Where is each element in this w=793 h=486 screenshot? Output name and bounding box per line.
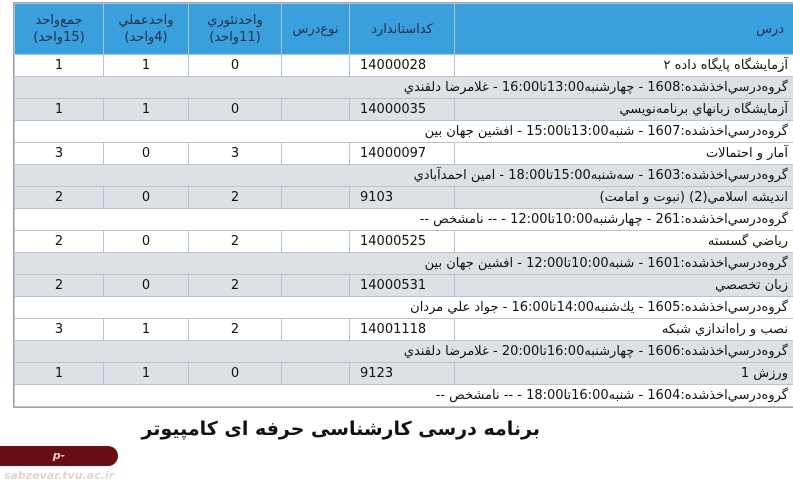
course-row[interactable] <box>15 363 793 385</box>
course-practical-units: 0 <box>104 187 189 209</box>
course-code: 14001118 <box>350 319 455 341</box>
course-practical-units: 0 <box>104 231 189 253</box>
course-name: آزمايشگاه پايگاه داده ۲ <box>455 55 793 77</box>
course-detail: گروه‌درسي‌اخذشده:261 - چهارشنبه10:00تا12:00 - -- نامشخص -- <box>15 209 793 231</box>
course-detail: گروه‌درسي‌اخذشده:1608 - چهارشنبه13:00تا16:00 - غلامرضا دلقندي <box>15 77 793 99</box>
course-type <box>282 275 350 297</box>
schedule-table-wrapper <box>13 2 793 408</box>
course-detail-row <box>15 121 793 143</box>
course-theory-units: 2 <box>189 231 282 253</box>
course-practical-units: 1 <box>104 319 189 341</box>
course-name: رياضي گسسته <box>455 231 793 253</box>
course-detail-row <box>15 77 793 99</box>
course-theory-units: 0 <box>189 363 282 385</box>
course-type <box>282 99 350 121</box>
course-name: آزمايشگاه زبانهاي برنامه‌نويسي <box>455 99 793 121</box>
course-row[interactable] <box>15 99 793 121</box>
course-code: 14000028 <box>350 55 455 77</box>
course-row[interactable] <box>15 231 793 253</box>
course-detail: گروه‌درسي‌اخذشده:1604 - شنبه16:00تا18:00 - -- نامشخص -- <box>15 385 793 407</box>
course-type <box>282 231 350 253</box>
course-type <box>282 55 350 77</box>
course-detail: گروه‌درسي‌اخذشده:1601 - شنبه10:00تا12:00 - افشين جهان بين <box>15 253 793 275</box>
course-theory-units: 2 <box>189 319 282 341</box>
course-theory-units: 2 <box>189 187 282 209</box>
course-detail-row <box>15 209 793 231</box>
course-type <box>282 187 350 209</box>
course-total-units: 1 <box>15 55 104 77</box>
course-code: 9123 <box>350 363 455 385</box>
header-type[interactable]: نوع‌درس <box>282 4 350 55</box>
course-theory-units: 0 <box>189 55 282 77</box>
course-total-units: 1 <box>15 99 104 121</box>
course-detail: گروه‌درسي‌اخذشده:1603 - سه‌شنبه15:00تا18:00 - امين احمدآبادي <box>15 165 793 187</box>
course-name: ورزش 1 <box>455 363 793 385</box>
course-theory-units: 3 <box>189 143 282 165</box>
course-theory-units: 2 <box>189 275 282 297</box>
course-detail: گروه‌درسي‌اخذشده:1605 - يك‌شنبه14:00تا16:00 - جواد علي مردان <box>15 297 793 319</box>
course-practical-units: 1 <box>104 99 189 121</box>
course-detail: گروه‌درسي‌اخذشده:1607 - شنبه13:00تا15:00 - افشين جهان بين <box>15 121 793 143</box>
course-total-units: 1 <box>15 363 104 385</box>
course-name: آمار و احتمالات <box>455 143 793 165</box>
course-code: 9103 <box>350 187 455 209</box>
course-code: 14000035 <box>350 99 455 121</box>
site-watermark: p-sabzevar.tvu.ac.ir <box>0 446 118 466</box>
course-name: انديشه اسلامي(2) (نبوت و امامت) <box>455 187 793 209</box>
schedule-table <box>14 3 793 407</box>
course-name: نصب و راه‌اندازي شبكه <box>455 319 793 341</box>
course-row[interactable] <box>15 275 793 297</box>
course-type <box>282 363 350 385</box>
header-theory-units[interactable]: واحدتئوري (11واحد) <box>189 4 282 55</box>
course-total-units: 3 <box>15 319 104 341</box>
course-name: زبان تخصصي <box>455 275 793 297</box>
course-detail-row <box>15 253 793 275</box>
course-row[interactable] <box>15 319 793 341</box>
course-detail: گروه‌درسي‌اخذشده:1606 - چهارشنبه16:00تا20:00 - غلامرضا دلقندي <box>15 341 793 363</box>
course-practical-units: 0 <box>104 275 189 297</box>
course-code: 14000531 <box>350 275 455 297</box>
course-total-units: 2 <box>15 231 104 253</box>
header-lesson[interactable]: درس <box>455 4 793 55</box>
course-total-units: 3 <box>15 143 104 165</box>
table-header-row <box>15 4 793 55</box>
header-practical-units[interactable]: واحدعملي (4واحد) <box>104 4 189 55</box>
course-detail-row <box>15 165 793 187</box>
course-row[interactable] <box>15 55 793 77</box>
course-practical-units: 1 <box>104 55 189 77</box>
course-practical-units: 0 <box>104 143 189 165</box>
header-code[interactable]: کداستاندارد <box>350 4 455 55</box>
course-theory-units: 0 <box>189 99 282 121</box>
course-row[interactable] <box>15 143 793 165</box>
course-detail-row <box>15 385 793 407</box>
course-code: 14000525 <box>350 231 455 253</box>
header-total-units[interactable]: جمع‌واحد (15واحد) <box>15 4 104 55</box>
course-total-units: 2 <box>15 275 104 297</box>
table-body <box>15 55 793 407</box>
course-detail-row <box>15 341 793 363</box>
course-type <box>282 143 350 165</box>
course-code: 14000097 <box>350 143 455 165</box>
course-row[interactable] <box>15 187 793 209</box>
course-total-units: 2 <box>15 187 104 209</box>
course-type <box>282 319 350 341</box>
page-title: برنامه درسی کارشناسی حرفه ای کامپیوتر <box>130 418 540 440</box>
course-detail-row <box>15 297 793 319</box>
course-practical-units: 1 <box>104 363 189 385</box>
